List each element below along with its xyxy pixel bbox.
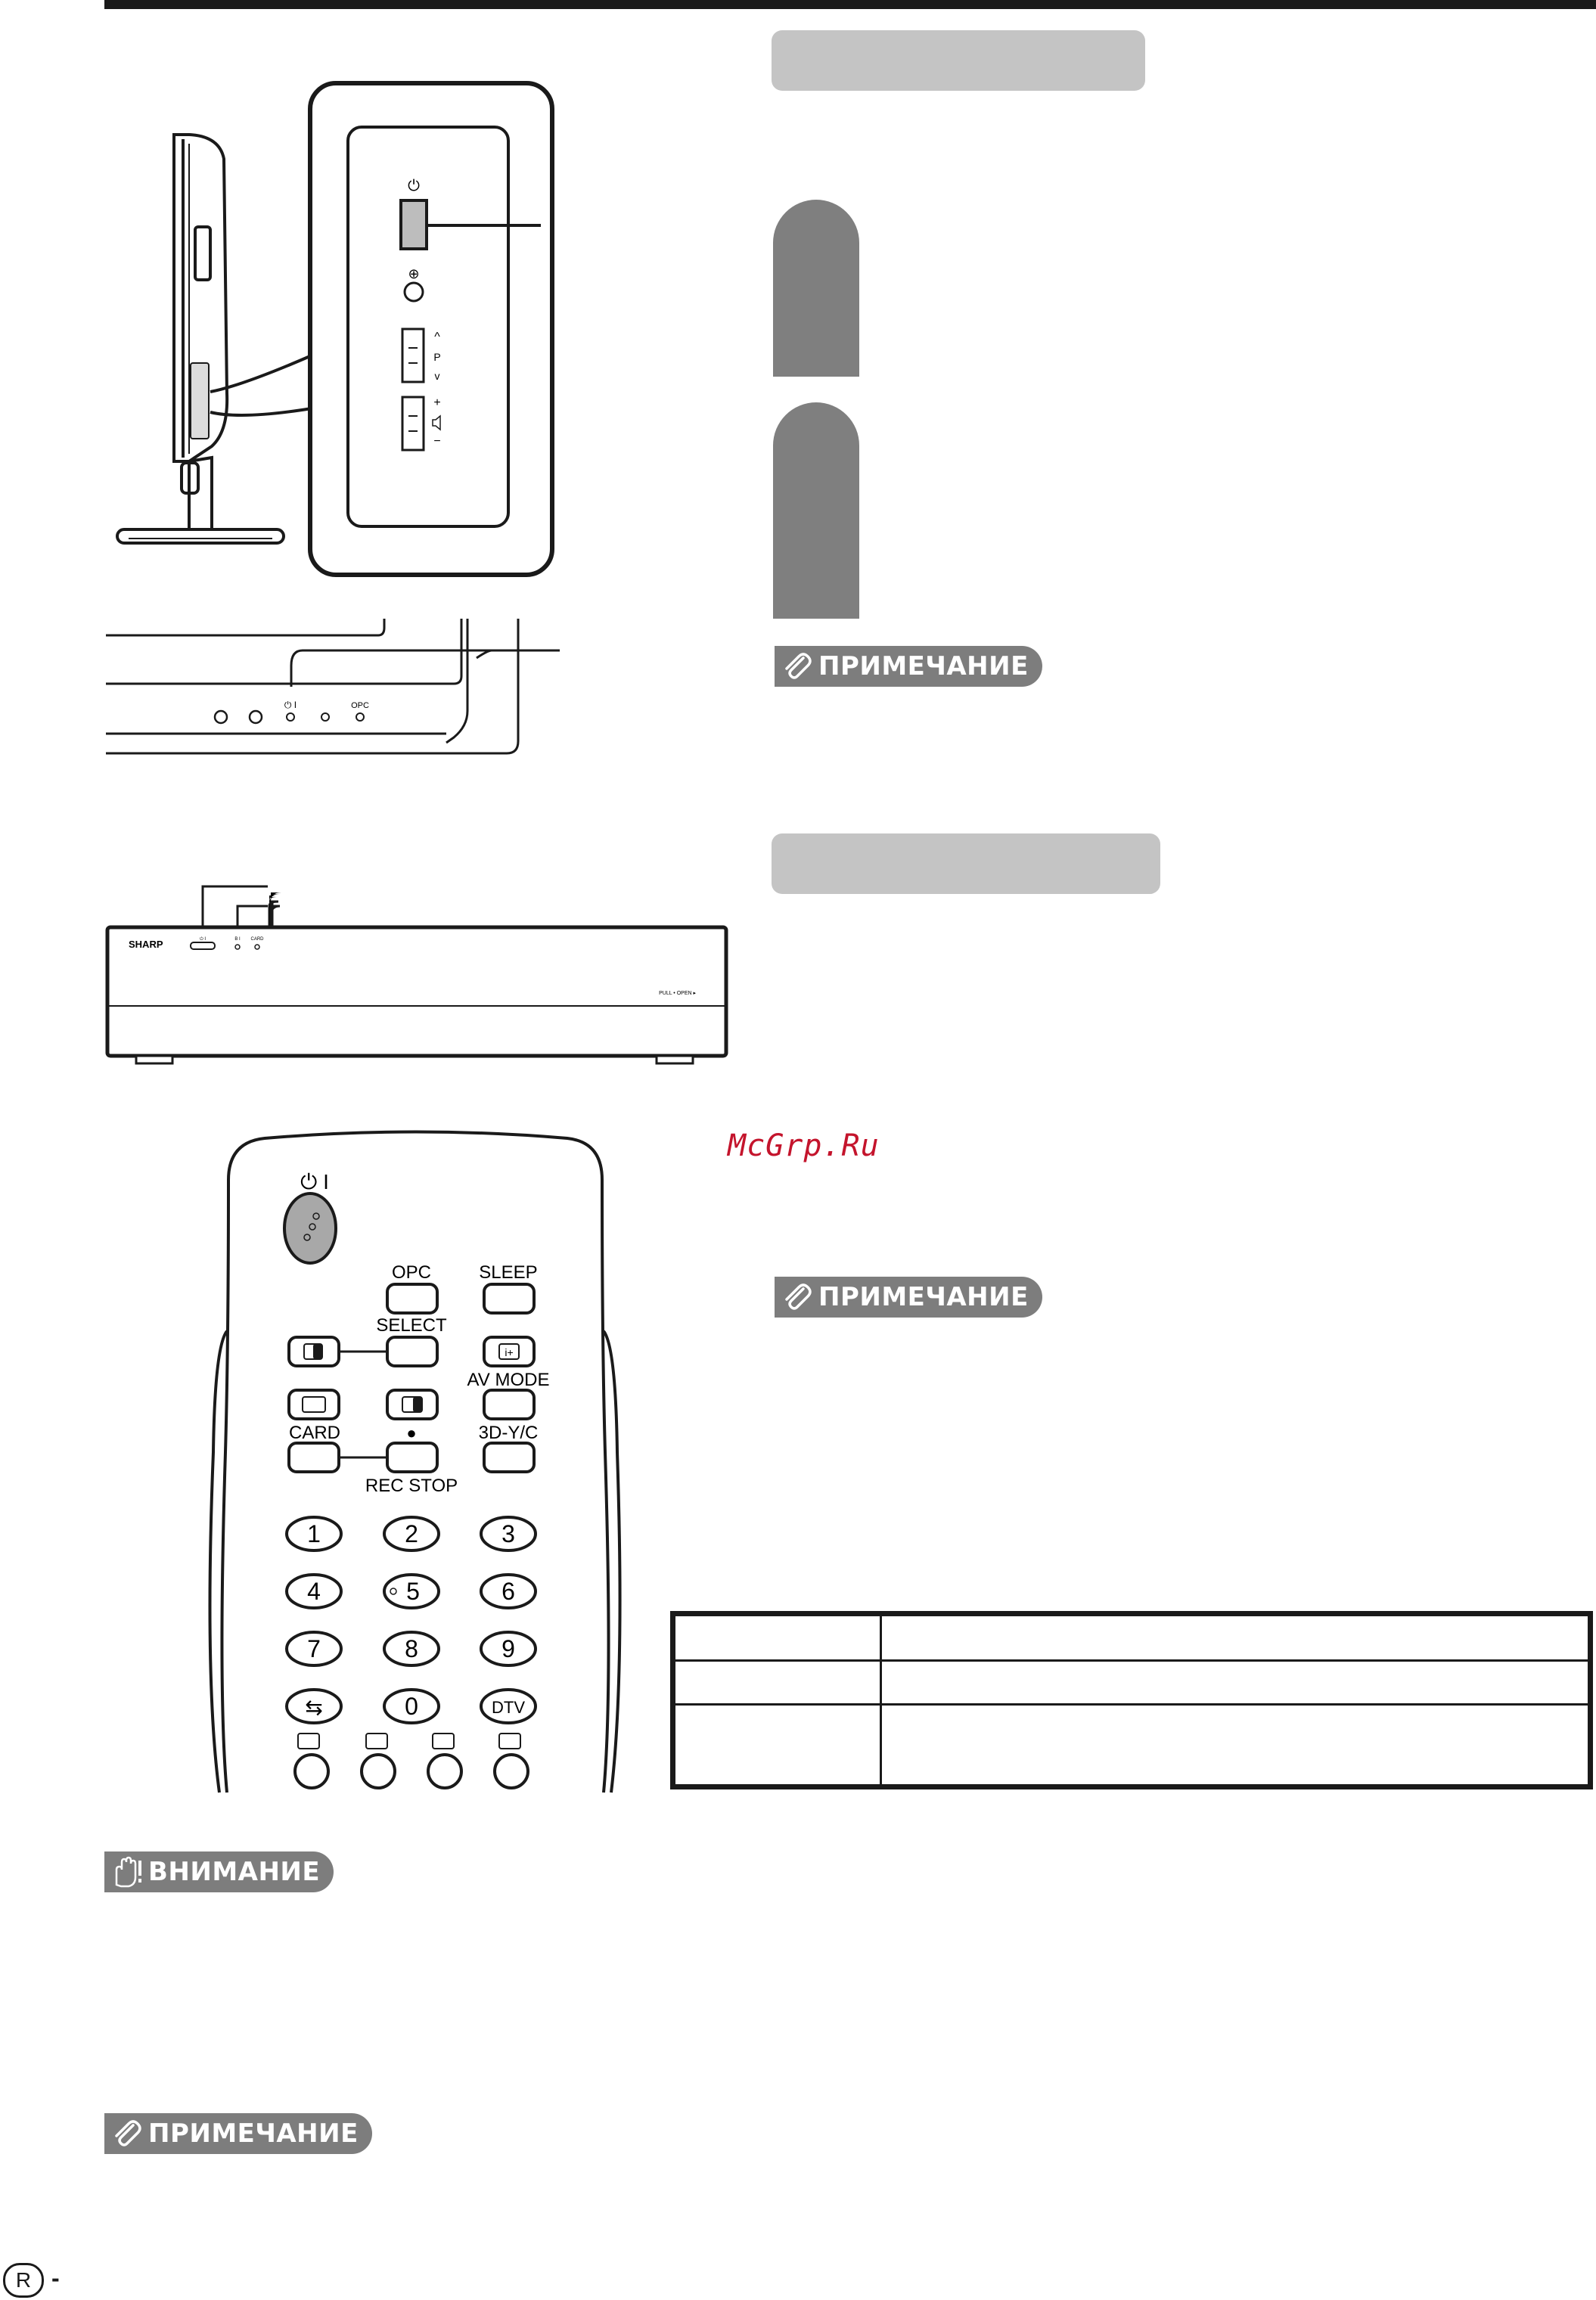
remote-rec-stop-label: REC STOP (365, 1476, 458, 1496)
remote-digit-4-label: 4 (307, 1578, 321, 1605)
panel-volume-down-symbol: − (433, 435, 441, 448)
remote-number-pad (287, 1517, 536, 1723)
remote-dtv-label: DTV (492, 1698, 525, 1717)
remote-opc-label: OPC (391, 1262, 432, 1283)
remote-digit-6-label: 6 (501, 1578, 515, 1605)
remote-card-label: CARD (288, 1423, 341, 1443)
step-tab-1 (773, 200, 859, 377)
caution-badge-label: ВНИМАНИЕ (148, 1857, 321, 1887)
remote-opc-button[interactable] (387, 1284, 437, 1313)
panel-power-symbol: ⏻ (408, 178, 420, 194)
caution-badge (104, 1851, 334, 1892)
table-cell (881, 1661, 1591, 1705)
remote-digit-0-label: 0 (405, 1693, 418, 1720)
tv-front-indicator-illustration (98, 605, 575, 764)
remote-av-mode-button[interactable] (484, 1390, 534, 1419)
power-led-label: ⏻ I (284, 700, 297, 710)
power-led (287, 713, 294, 721)
remote-digit-2-label: 2 (405, 1520, 418, 1547)
remote-reveal-button[interactable] (362, 1755, 395, 1788)
step-tab-2 (773, 402, 859, 619)
table-cell (881, 1614, 1591, 1661)
remote-record-button[interactable] (387, 1443, 437, 1472)
remote-digit-3-label: 3 (501, 1520, 515, 1547)
table-row (673, 1614, 1591, 1661)
receiver-power-button[interactable] (191, 942, 215, 949)
remote-control-illustration (204, 1119, 628, 1800)
note-badge-1 (775, 646, 1042, 687)
panel-channel-down-symbol: v (434, 370, 440, 382)
paperclip-icon (775, 646, 818, 687)
note-badge-2 (775, 1277, 1042, 1318)
info-icon: i+ (505, 1346, 514, 1358)
panel-channel-letter: P (433, 351, 441, 363)
table-row (673, 1661, 1591, 1705)
spec-table (670, 1611, 1593, 1789)
section-heading-bar-1 (772, 30, 1145, 91)
opc-sensor-label: OPC (351, 701, 369, 710)
panel-channel-up-symbol: ^ (434, 331, 440, 343)
table-cell (881, 1705, 1591, 1787)
remote-record-dot: ● (406, 1423, 417, 1442)
side-panel-enlarged (310, 83, 552, 575)
panel-power-button[interactable] (401, 200, 427, 249)
remote-3d-yc-button[interactable] (484, 1443, 534, 1472)
remote-teletext-button[interactable] (495, 1755, 528, 1788)
remote-digit-7-label: 7 (307, 1635, 321, 1662)
table-cell (673, 1705, 881, 1787)
flashback-icon: ⇆ (305, 1696, 323, 1719)
table-cell (673, 1614, 881, 1661)
remote-select-button[interactable] (387, 1337, 437, 1366)
teletext-icon (499, 1734, 520, 1749)
remote-power-label: ⏻ I (300, 1170, 329, 1193)
remote-teletext-row (295, 1734, 528, 1788)
table-row (673, 1705, 1591, 1787)
remote-digit-1-label: 1 (307, 1520, 321, 1547)
reveal-icon (366, 1734, 387, 1749)
subpage-icon (433, 1734, 454, 1749)
remote-subtitle-button[interactable] (295, 1755, 328, 1788)
page-number-dash: - (51, 2264, 60, 2292)
note-badge-3 (104, 2113, 372, 2154)
subtitle-icon (298, 1734, 319, 1749)
remote-digit-9-label: 9 (501, 1635, 515, 1662)
remote-select-label: SELECT (376, 1315, 447, 1336)
panel-input-symbol: ⊕ (408, 266, 420, 281)
remote-digit-5-label: 5 (406, 1578, 420, 1605)
remote-av-mode-label: AV MODE (467, 1370, 550, 1390)
remote-sleep-label: SLEEP (479, 1262, 538, 1283)
receiver-box-illustration (98, 870, 734, 1066)
panel-input-button[interactable] (405, 283, 423, 301)
panel-channel-rocker[interactable] (402, 329, 424, 382)
receiver-brand-logo: SHARP (129, 939, 163, 950)
region-mark: R (3, 2263, 44, 2298)
remote-sleep-button[interactable] (484, 1284, 534, 1313)
table-cell (673, 1661, 881, 1705)
paperclip-icon (775, 1277, 818, 1318)
section-heading-bar-2 (772, 833, 1160, 894)
watermark-text: McGrp.Ru (728, 1128, 880, 1163)
receiver-indicator-3-label: CARD (250, 937, 264, 942)
tv-side-body (117, 135, 284, 543)
receiver-indicator-1-label: ⏻ I (199, 937, 206, 942)
remote-3d-yc-label: 3D-Y/C (478, 1423, 539, 1443)
remote-digit-8-label: 8 (405, 1635, 418, 1662)
paperclip-icon (104, 2113, 148, 2154)
note-badge-3-label: ПРИМЕЧАНИЕ (148, 2118, 359, 2149)
receiver-indicator-2-label: B I (234, 937, 241, 942)
top-rule (104, 0, 1596, 9)
receiver-door-label: PULL • OPEN ▸ (659, 991, 696, 996)
remote-card-button[interactable] (289, 1443, 339, 1472)
opc-sensor (356, 713, 364, 721)
panel-volume-up-symbol: + (433, 396, 441, 409)
panel-volume-rocker[interactable] (402, 397, 424, 450)
remote-subpage-button[interactable] (428, 1755, 461, 1788)
note-badge-2-label: ПРИМЕЧАНИЕ (818, 1282, 1029, 1312)
note-badge-1-label: ПРИМЕЧАНИЕ (818, 651, 1029, 681)
warning-hand-icon (104, 1851, 148, 1892)
